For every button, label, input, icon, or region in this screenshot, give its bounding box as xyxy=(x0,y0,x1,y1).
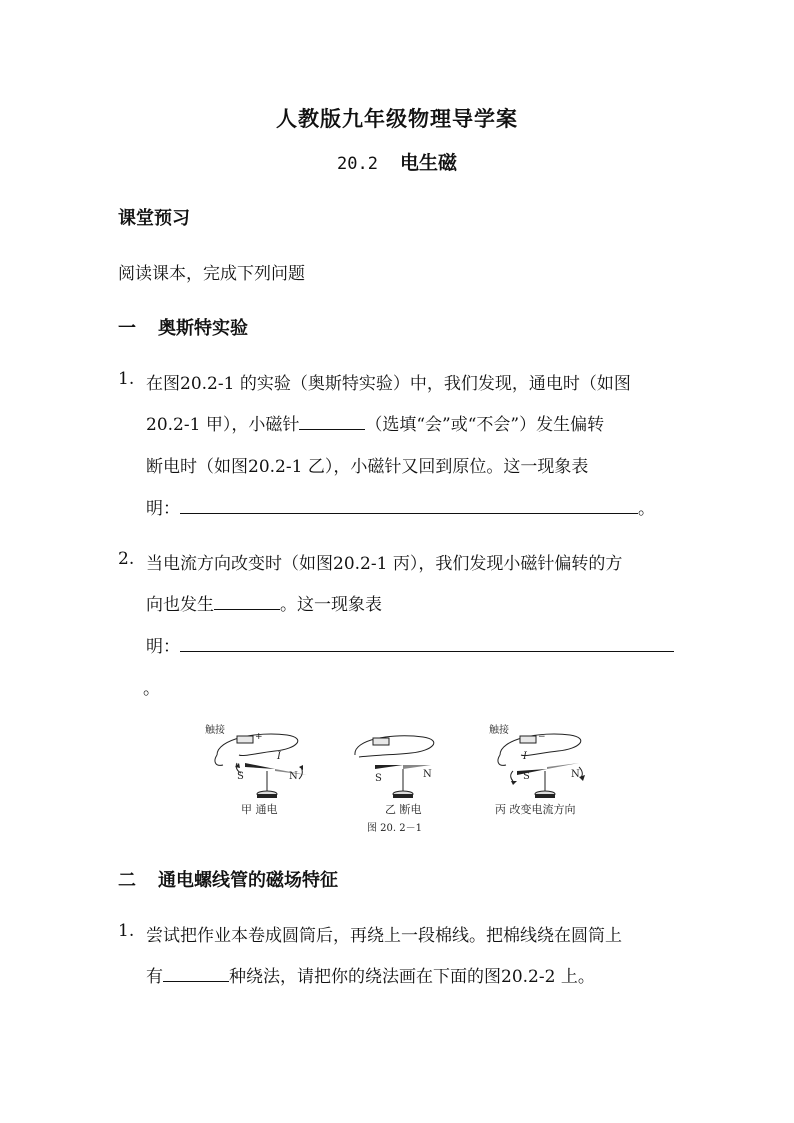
section2-title: 通电螺线管的磁场特征 xyxy=(158,870,338,891)
page-title: 人教版九年级物理导学案 xyxy=(276,106,518,131)
caption-c: 丙 改变电流方向 xyxy=(495,803,576,816)
south-label: S xyxy=(523,771,530,782)
wire-end xyxy=(498,755,506,765)
question-line: 断电时（如图20.2-1 乙），小磁针又回到原位。这一现象表 xyxy=(146,457,589,477)
touch-label: 触接 xyxy=(489,725,509,736)
question-number: 1. xyxy=(118,921,135,941)
preview-heading: 课堂预习 xyxy=(118,208,190,229)
current-label: I xyxy=(277,751,281,762)
question-line: 。 xyxy=(143,679,160,699)
question-line: 当电流方向改变时（如图20.2-1 丙），我们发现小磁针偏转的方 xyxy=(146,554,623,574)
question-line xyxy=(146,632,674,657)
south-label: S xyxy=(237,771,244,782)
caption-b: 乙 断电 xyxy=(385,803,422,816)
answer-blank[interactable] xyxy=(214,592,280,610)
section-name: 电生磁 xyxy=(399,152,457,174)
wire-loop xyxy=(355,736,434,757)
question-line xyxy=(146,494,655,519)
caption-a: 甲 通电 xyxy=(241,803,278,816)
answer-blank[interactable] xyxy=(163,964,229,982)
north-label: N xyxy=(571,769,580,780)
touch-label: 触接 xyxy=(205,725,225,736)
question-line xyxy=(146,590,382,615)
current-label: I xyxy=(523,751,527,762)
figure-caption: 图 20. 2－1 xyxy=(367,823,422,834)
question-line xyxy=(146,962,595,987)
question-text: （选填“会”或“不会”）发生偏转 xyxy=(365,415,605,435)
question-text: 种绕法，请把你的绕法画在下面的图20.2-2 上。 xyxy=(229,967,595,987)
wire-end xyxy=(215,755,223,765)
battery-icon xyxy=(237,736,253,743)
question-text: 向也发生 xyxy=(146,595,214,615)
question-text: 。这一现象表 xyxy=(280,595,382,615)
magnetic-needle-icon xyxy=(245,763,275,769)
question-number: 2. xyxy=(118,549,135,569)
south-label: S xyxy=(375,773,382,784)
question-text: 明： xyxy=(146,637,180,657)
battery-icon xyxy=(373,738,389,745)
section2-heading xyxy=(118,866,338,892)
magnetic-needle-icon xyxy=(517,769,547,775)
question-line xyxy=(146,410,604,435)
magnetic-needle-icon xyxy=(375,765,403,769)
answer-blank[interactable] xyxy=(299,412,365,430)
north-label: N xyxy=(289,771,298,782)
battery-icon xyxy=(520,736,536,743)
answer-blank[interactable] xyxy=(180,634,674,652)
section1-label: 一 xyxy=(118,318,136,339)
question-text: 。 xyxy=(638,499,655,519)
page-subtitle xyxy=(0,148,794,175)
question-text: 20.2-1 甲），小磁针 xyxy=(146,415,300,435)
question-line: 尝试把作业本卷成圆筒后，再绕上一段棉线。把棉线绕在圆筒上 xyxy=(146,926,622,946)
question-line: 在图20.2-1 的实验（奥斯特实验）中，我们发现，通电时（如图 xyxy=(146,374,631,394)
question-text: 明： xyxy=(146,499,180,519)
question-text: 有 xyxy=(146,967,163,987)
oersted-experiment-figure xyxy=(195,715,605,840)
question-number: 1. xyxy=(118,369,135,389)
answer-blank[interactable] xyxy=(180,496,638,514)
section2-label: 二 xyxy=(118,870,136,891)
section-number: 20.2 xyxy=(337,154,378,174)
section1-title: 奥斯特实验 xyxy=(158,318,248,339)
plus-sign: + xyxy=(255,732,263,742)
north-label: N xyxy=(423,769,432,780)
section1-heading xyxy=(118,314,248,340)
instruction-text: 阅读课本，完成下列问题 xyxy=(118,264,305,284)
minus-sign: − xyxy=(538,732,546,742)
